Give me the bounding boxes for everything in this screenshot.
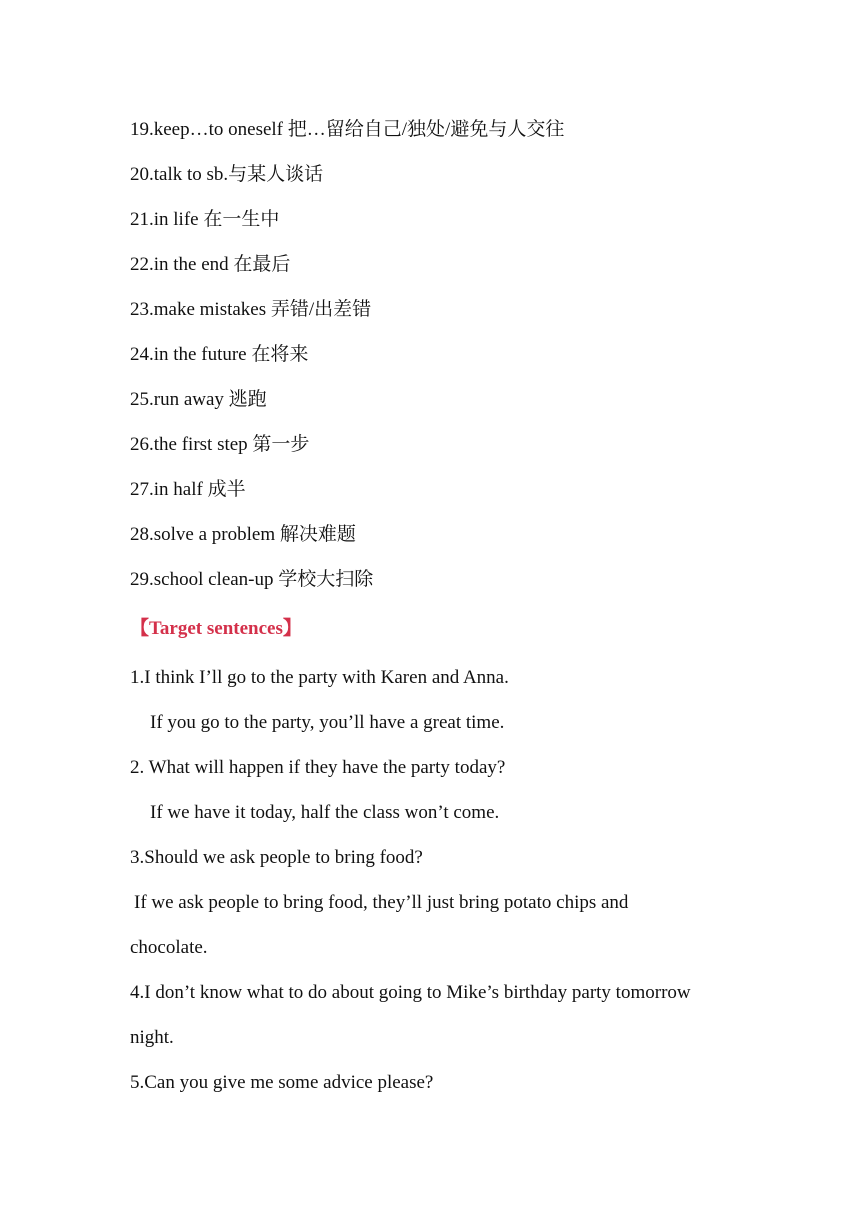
phrase-27: 27.in half 成半: [130, 479, 246, 500]
phrase-23: 23.make mistakes 弄错/出差错: [130, 299, 372, 320]
target-sentences-heading: 【Target sentences】: [130, 618, 302, 639]
phrase-19: 19.keep…to oneself 把…留给自己/独处/避免与人交往: [130, 119, 565, 140]
phrase-20: 20.talk to sb.与某人谈话: [130, 164, 324, 185]
phrase-22: 22.in the end 在最后: [130, 254, 291, 275]
sentence-1-reply: If you go to the party, you’ll have a great time.: [150, 712, 505, 733]
sentence-1: 1.I think I’ll go to the party with Karen and Anna.: [130, 667, 509, 688]
sentence-4: 4.I don’t know what to do about going to Mike’s birthday party tomorrow: [130, 982, 691, 1003]
phrase-24: 24.in the future 在将来: [130, 344, 309, 365]
phrase-29: 29.school clean-up 学校大扫除: [130, 569, 374, 590]
phrase-25: 25.run away 逃跑: [130, 389, 267, 410]
sentence-4-continued: night.: [130, 1027, 174, 1048]
sentence-5: 5.Can you give me some advice please?: [130, 1072, 434, 1093]
phrase-21: 21.in life 在一生中: [130, 209, 280, 230]
phrase-28: 28.solve a problem 解决难题: [130, 524, 356, 545]
sentence-2-reply: If we have it today, half the class won’t come.: [150, 802, 500, 823]
phrase-26: 26.the first step 第一步: [130, 434, 310, 455]
sentence-2: 2. What will happen if they have the party today?: [130, 757, 506, 778]
sentence-3-reply: If we ask people to bring food, they’ll just bring potato chips and: [134, 892, 629, 913]
sentence-3-reply-continued: chocolate.: [130, 937, 208, 958]
sentence-3: 3.Should we ask people to bring food?: [130, 847, 423, 868]
